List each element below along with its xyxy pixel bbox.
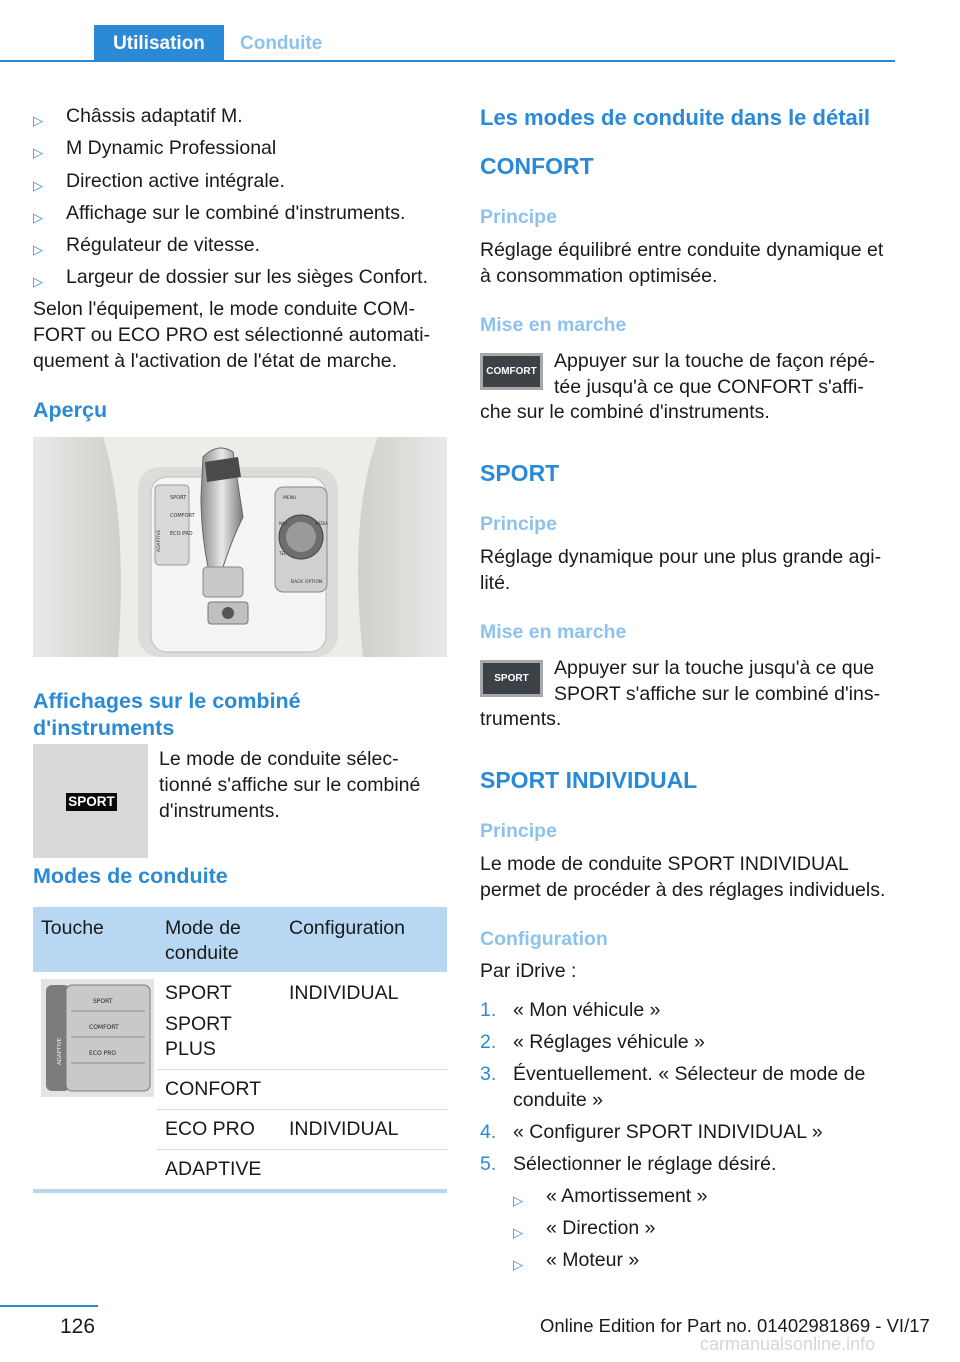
photo-option-label: OPTION (305, 580, 323, 585)
section-title-sport-individual: SPORT INDIVIDUAL (480, 767, 698, 793)
confort-mise-line: tée jusqu'à ce que CONFORT s'affi‐ (554, 376, 864, 398)
subtitle-mise-en-marche: Mise en marche (480, 314, 627, 336)
triangle-bullet-icon: ▷ (33, 274, 43, 289)
sport-key-image: SPORT (480, 660, 543, 697)
list-item: ▷ M Dynamic Professional (33, 135, 453, 165)
sport-mise-line: SPORT s'affiche sur le combiné d'ins‐ (554, 683, 881, 705)
section-title-affichages: Affichages sur le combiné d'instruments (33, 689, 301, 740)
step-number: 1. (480, 999, 497, 1021)
step-text: « Configurer SPORT INDIVIDUAL » (513, 1121, 823, 1143)
step-text: « Réglages véhicule » (513, 1031, 705, 1053)
step-text: « Mon véhicule » (513, 999, 661, 1021)
col-header-mode: Mode de conduite (165, 917, 241, 964)
table-cell-mode: CONFORT (165, 1078, 262, 1100)
affichages-description: Le mode de conduite sélec‐ tionné s'affiche sur le combiné d'instruments. (159, 748, 421, 822)
confort-mise-line: che sur le combiné d'instruments. (480, 401, 770, 423)
mode-buttons-image (41, 979, 154, 1097)
photo-eco-label: ECO PRO (170, 531, 193, 537)
list-item: ▷ Affichage sur le combiné d'instruments. (33, 200, 453, 230)
triangle-bullet-icon: ▷ (33, 113, 43, 128)
photo-tel-label: TEL (279, 551, 287, 556)
triangle-bullet-icon: ▷ (513, 1257, 523, 1272)
btn-img-eco: ECO PRO (89, 1050, 117, 1057)
sport-principe-text: Réglage dynamique pour une plus grande agi‐ lité. (480, 546, 882, 594)
edition-text: Online Edition for Part no. 01402981869 - VI/17 (540, 1315, 930, 1336)
triangle-bullet-icon: ▷ (33, 178, 43, 193)
photo-comfort-label: COMFORT (170, 513, 195, 519)
tab-conduite[interactable]: Conduite (240, 33, 323, 54)
sub-list-item: ▷ « Moteur » (513, 1247, 893, 1277)
table-bottom-rule (33, 1189, 447, 1193)
sport-mise-line: truments. (480, 708, 562, 730)
table-cell-mode: ADAPTIVE (165, 1158, 262, 1180)
section-title-sport: SPORT (480, 460, 560, 486)
individual-principe-text: Le mode de conduite SPORT INDIVIDUAL permet de procéder à des réglages individuels. (480, 853, 886, 901)
triangle-bullet-icon: ▷ (33, 210, 43, 225)
confort-principe-text: Réglage équilibré entre conduite dynamique et à consommation optimisée. (480, 239, 884, 287)
header-rule (0, 60, 895, 62)
photo-nav-label: NAV (279, 521, 288, 526)
comfort-key-image: COMFORT (480, 353, 543, 390)
triangle-bullet-icon: ▷ (33, 145, 43, 160)
row-divider (157, 1069, 447, 1070)
table-cell-config: INDIVIDUAL (289, 982, 399, 1004)
photo-adaptive-label: ADAPTIVE (157, 529, 162, 552)
sport-mise-line: Appuyer sur la touche jusqu'à ce que (554, 657, 875, 679)
console-photo (33, 437, 447, 657)
col-header-configuration: Configuration (289, 917, 405, 939)
table-cell-mode: SPORT SPORT PLUS (165, 982, 232, 1060)
row-divider (157, 1149, 447, 1150)
table-header (33, 907, 447, 972)
step-number: 2. (480, 1031, 497, 1053)
confort-mise-line: Appuyer sur la touche de façon répé‐ (554, 350, 875, 372)
subtitle-principe: Principe (480, 513, 557, 535)
col-header-touche: Touche (41, 917, 104, 939)
section-title-modes: Modes de conduite (33, 864, 228, 888)
photo-sport-label: SPORT (170, 495, 187, 501)
sport-display-image (33, 744, 148, 858)
btn-img-comfort: COMFORT (89, 1024, 119, 1031)
section-title-confort: CONFORT (480, 153, 594, 179)
photo-media-label: MEDIA (315, 521, 328, 526)
step-number: 4. (480, 1121, 497, 1143)
btn-img-sport: SPORT (93, 998, 113, 1005)
sport-display-label: SPORT (66, 793, 117, 811)
table-cell-config: INDIVIDUAL (289, 1118, 399, 1140)
photo-back-label: BACK (291, 580, 304, 585)
btn-img-adaptive: ADAPTIVE (57, 1037, 63, 1065)
list-item: ▷ Largeur de dossier sur les sièges Confort. (33, 264, 453, 294)
step-text: Sélectionner le réglage désiré. (513, 1153, 777, 1175)
subtitle-principe: Principe (480, 206, 557, 228)
row-divider (157, 1109, 447, 1110)
par-idrive: Par iDrive : (480, 960, 577, 982)
tab-utilisation[interactable]: Utilisation (94, 25, 224, 62)
triangle-bullet-icon: ▷ (33, 242, 43, 257)
watermark: carmanualsonline.info (700, 1334, 876, 1354)
page-number: 126 (60, 1315, 96, 1338)
subtitle-principe: Principe (480, 820, 557, 842)
section-title-apercu: Aperçu (33, 398, 108, 422)
table-cell-mode: ECO PRO (165, 1118, 255, 1140)
main-title: Les modes de conduite dans le détail (480, 105, 870, 130)
subtitle-configuration: Configuration (480, 928, 608, 950)
sub-list-item: ▷ « Direction » (513, 1215, 893, 1245)
list-item: ▷ Châssis adaptatif M. (33, 103, 453, 133)
step-number: 3. (480, 1063, 497, 1085)
triangle-bullet-icon: ▷ (513, 1225, 523, 1240)
step-number: 5. (480, 1153, 497, 1175)
subtitle-mise-en-marche: Mise en marche (480, 621, 627, 643)
intro-paragraph: Selon l'équipement, le mode conduite COM‐ FORT ou ECO PRO est sélectionné automati‐ quement à l'activation de l'état de marche. (33, 298, 431, 372)
footer-rule (0, 1305, 98, 1307)
list-item: ▷ Direction active intégrale. (33, 168, 453, 198)
sub-list-item: ▷ « Amortissement » (513, 1183, 893, 1213)
list-item: ▷ Régulateur de vitesse. (33, 232, 453, 262)
step-text: Éventuellement. « Sélecteur de mode de conduite » (513, 1063, 866, 1111)
photo-menu-label: MENU (283, 496, 297, 501)
triangle-bullet-icon: ▷ (513, 1193, 523, 1208)
